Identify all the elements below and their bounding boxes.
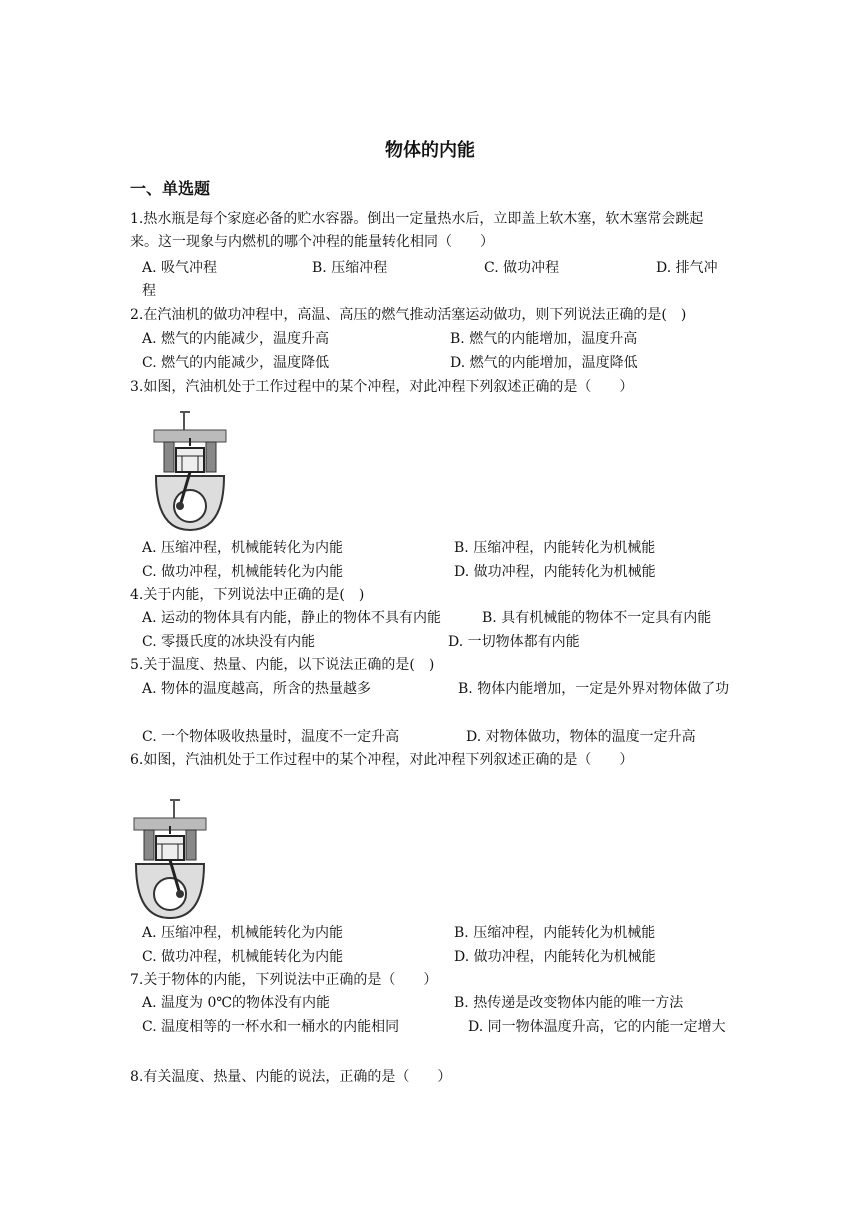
q2-option-a[interactable]: A. 燃气的内能减少，温度升高 <box>142 331 330 347</box>
q1-option-a[interactable]: A. 吸气冲程 <box>142 260 218 276</box>
question-5-stem: 5.关于温度、热量、内能，以下说法正确的是( ) <box>130 657 435 673</box>
engine-cylinder-diagram-1 <box>150 410 230 534</box>
q1-option-c[interactable]: C. 做功冲程 <box>484 260 560 276</box>
q4-option-d[interactable]: D. 一切物体都有内能 <box>448 634 580 650</box>
question-7-stem: 7.关于物体的内能，下列说法中正确的是（ ） <box>130 972 438 988</box>
q5-option-c[interactable]: C. 一个物体吸收热量时，温度不一定升高 <box>142 729 400 745</box>
q2-option-c[interactable]: C. 燃气的内能减少，温度降低 <box>142 355 330 371</box>
q6-option-a[interactable]: A. 压缩冲程，机械能转化为内能 <box>142 925 344 941</box>
q2-option-d[interactable]: D. 燃气的内能增加，温度降低 <box>450 355 638 371</box>
question-3-stem: 3.如图，汽油机处于工作过程中的某个冲程，对此冲程下列叙述正确的是（ ） <box>130 379 634 395</box>
q4-option-a[interactable]: A. 运动的物体具有内能，静止的物体不具有内能 <box>142 610 442 626</box>
q3-option-c[interactable]: C. 做功冲程，机械能转化为内能 <box>142 564 344 580</box>
q1-option-d[interactable]: D. 排气冲程 <box>142 260 718 299</box>
q3-option-b[interactable]: B. 压缩冲程，内能转化为机械能 <box>454 540 656 556</box>
q5-option-b[interactable]: B. 物体内能增加，一定是外界对物体做了功 <box>458 681 730 697</box>
question-4-stem: 4.关于内能，下列说法中正确的是( ) <box>130 587 365 603</box>
section-heading: 一、单选题 <box>130 179 211 198</box>
question-2-stem: 2.在汽油机的做功冲程中，高温、高压的燃气推动活塞运动做功，则下列说法正确的是( ) <box>130 307 687 323</box>
page-title: 物体的内能 <box>385 140 475 161</box>
question-6-stem: 6.如图，汽油机处于工作过程中的某个冲程，对此冲程下列叙述正确的是（ ） <box>130 752 634 768</box>
q5-option-a[interactable]: A. 物体的温度越高，所含的热量越多 <box>142 681 372 697</box>
q7-option-a[interactable]: A. 温度为 0℃的物体没有内能 <box>142 995 331 1011</box>
q1-option-b[interactable]: B. 压缩冲程 <box>312 260 388 276</box>
engine-cylinder-diagram-2 <box>130 798 210 922</box>
q6-option-d[interactable]: D. 做功冲程，内能转化为机械能 <box>454 949 656 965</box>
q7-option-c[interactable]: C. 温度相等的一杯水和一桶水的内能相同 <box>142 1019 400 1035</box>
q6-option-c[interactable]: C. 做功冲程，机械能转化为内能 <box>142 949 344 965</box>
q7-option-d[interactable]: D. 同一物体温度升高，它的内能一定增大 <box>468 1019 726 1035</box>
q3-option-d[interactable]: D. 做功冲程，内能转化为机械能 <box>454 564 656 580</box>
q4-option-c[interactable]: C. 零摄氏度的冰块没有内能 <box>142 634 316 650</box>
q7-option-b[interactable]: B. 热传递是改变物体内能的唯一方法 <box>454 995 684 1011</box>
question-8-stem: 8.有关温度、热量、内能的说法，正确的是（ ） <box>130 1069 452 1085</box>
question-1-stem: 1.热水瓶是每个家庭必备的贮水容器。倒出一定量热水后，立即盖上软木塞，软木塞常会跳起来。这一现象与内燃机的哪个冲程的能量转化相同（ ） <box>130 211 704 250</box>
q2-option-b[interactable]: B. 燃气的内能增加，温度升高 <box>450 331 638 347</box>
q4-option-b[interactable]: B. 具有机械能的物体不一定具有内能 <box>482 610 712 626</box>
q5-option-d[interactable]: D. 对物体做功，物体的温度一定升高 <box>466 729 696 745</box>
q3-option-a[interactable]: A. 压缩冲程，机械能转化为内能 <box>142 540 344 556</box>
q6-option-b[interactable]: B. 压缩冲程，内能转化为机械能 <box>454 925 656 941</box>
